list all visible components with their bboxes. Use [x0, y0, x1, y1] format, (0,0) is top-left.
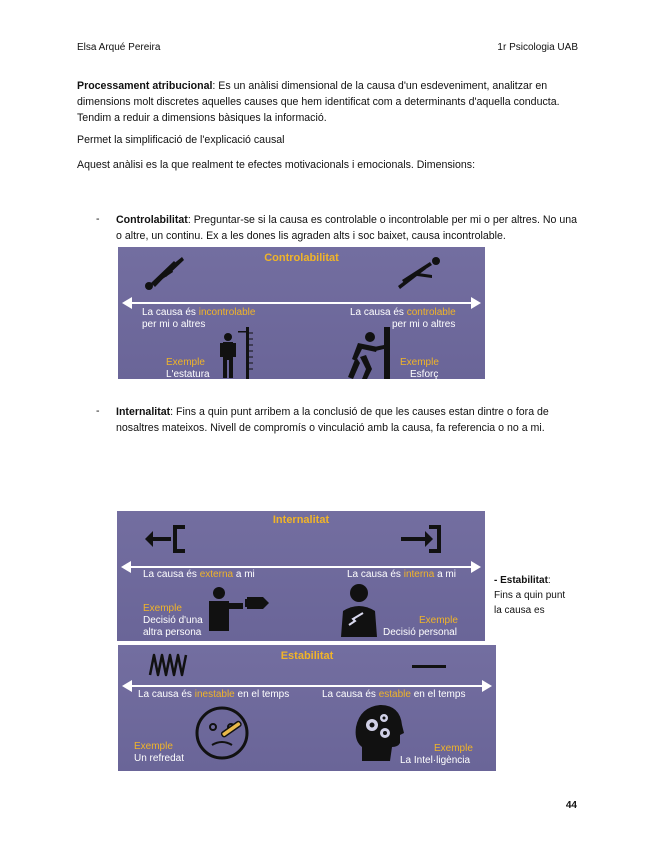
example-left	[134, 741, 184, 765]
right-label-post: en el temps	[410, 689, 466, 700]
side-note-line-3: la causa es	[494, 605, 545, 616]
slide-title: Internalitat	[272, 514, 330, 526]
wave-icon	[148, 651, 188, 679]
example-right-label: Exemple	[434, 743, 473, 754]
enter-door-icon	[399, 525, 443, 553]
example-left-label: Exemple	[143, 603, 182, 614]
intro-text: : Es un anàlisi dimensional de la causa d'un esdeveniment, analitzar en dimensions molt discretes aquelles causes que hem identificat com a determinants d'aquella conducta. Tendim a reduir a dimensions bàsiques la informació.	[77, 80, 560, 124]
slide-axis	[130, 302, 473, 304]
bullet-text: : Preguntar-se si la causa es controlable o incontrolable per mi o per altres. No una o altre, un continu. Ex a les dones lis agraden alts i soc baixet, causa incontrolable.	[116, 214, 578, 242]
example-right	[400, 743, 473, 767]
falling-person-icon	[142, 251, 186, 295]
header-author: Elsa Arqué Pereira	[77, 42, 161, 53]
exit-door-icon	[145, 525, 187, 553]
slide-title: Estabilitat	[280, 650, 334, 662]
right-label-hl: controlable	[406, 307, 456, 318]
head-gears-icon	[354, 703, 404, 763]
side-note-colon: :	[547, 575, 551, 586]
right-label	[347, 569, 456, 581]
example-left	[143, 603, 203, 639]
right-label-post: a mi	[434, 569, 456, 580]
side-note-dash: -	[494, 575, 501, 586]
left-label-pre: La causa és	[143, 569, 200, 580]
left-label-post: per mi o altres	[142, 319, 206, 330]
right-label-post: per mi o altres	[392, 319, 456, 330]
height-measure-icon	[212, 323, 256, 379]
example-left-value-1: Decisió d'una	[143, 615, 203, 626]
left-label-pre: La causa és	[138, 689, 195, 700]
left-label-post: en el temps	[234, 689, 290, 700]
left-label	[138, 689, 289, 701]
example-right-label: Exemple	[419, 615, 458, 626]
bullet-controlabilitat	[116, 212, 578, 244]
pointing-person-icon	[207, 585, 271, 633]
side-note-term: Estabilitat	[500, 575, 548, 586]
slide-internalitat	[117, 511, 485, 641]
pushing-person-icon	[344, 327, 392, 379]
header-course: 1r Psicologia UAB	[497, 42, 578, 53]
page-number: 44	[565, 800, 577, 811]
arrow-left-icon	[121, 561, 131, 573]
arrow-right-icon	[471, 297, 481, 309]
arrow-right-icon	[471, 561, 481, 573]
right-label-hl: estable	[378, 689, 411, 700]
intro-line-2: Permet la simplificació de l'explicació causal	[77, 134, 285, 146]
intro-paragraph	[77, 78, 577, 126]
example-right-value: Decisió personal	[383, 627, 457, 638]
intro-line-3: Aquest anàlisi es la que realment te efectes motivacionals i emocionals. Dimensions:	[77, 159, 476, 171]
example-left-value-2: altra persona	[143, 627, 202, 638]
arrow-left-icon	[122, 297, 132, 309]
bullet-internalitat	[116, 404, 578, 436]
left-label-post: a mi	[233, 569, 255, 580]
right-label-hl: interna	[403, 569, 435, 580]
right-label-pre: La causa és	[322, 689, 379, 700]
example-right-label: Exemple	[400, 357, 439, 368]
side-note	[494, 573, 565, 618]
left-label-pre: La causa és	[142, 307, 199, 318]
bullet-dash: -	[96, 405, 100, 417]
side-note-line-2: Fins a quin punt	[494, 590, 566, 601]
slide-estabilitat	[118, 645, 496, 771]
example-left-label: Exemple	[134, 741, 173, 752]
self-person-icon	[339, 583, 379, 637]
example-right	[400, 357, 439, 379]
bullet-dash: -	[96, 213, 100, 225]
left-label-hl: inestable	[194, 689, 235, 700]
flat-line-icon	[412, 665, 446, 669]
bullet-text: : Fins a quin punt arribem a la conclusió de que les causes estan dintre o fora de nosaltres mateixos. Nivell de compromís o vinculació amb la causa, fa referencia o no a mi.	[116, 406, 549, 434]
example-right-value: Esforç	[410, 369, 439, 379]
right-label	[322, 689, 465, 701]
slide-controlabilitat	[118, 247, 485, 379]
left-label-hl: externa	[199, 569, 234, 580]
example-left-value: Un refredat	[134, 753, 185, 764]
example-left-value: L'estatura	[166, 369, 210, 379]
slide-axis	[130, 685, 484, 687]
flying-person-icon	[396, 253, 444, 291]
example-right	[383, 615, 458, 639]
left-label	[143, 569, 255, 581]
slide-title: Controlabilitat	[264, 252, 339, 264]
right-label-pre: La causa és	[347, 569, 404, 580]
right-label-pre: La causa és	[350, 307, 407, 318]
arrow-right-icon	[482, 680, 492, 692]
slide-axis	[129, 566, 473, 568]
example-left-label: Exemple	[166, 357, 205, 368]
arrow-left-icon	[122, 680, 132, 692]
intro-term: Processament atribucional	[77, 80, 213, 92]
bullet-term: Internalitat	[116, 406, 171, 418]
left-label-hl: incontrolable	[198, 307, 256, 318]
example-left	[166, 357, 210, 379]
sick-face-icon	[194, 705, 250, 761]
example-right-value: La Intel·ligència	[400, 755, 471, 766]
bullet-term: Controlabilitat	[116, 214, 188, 226]
